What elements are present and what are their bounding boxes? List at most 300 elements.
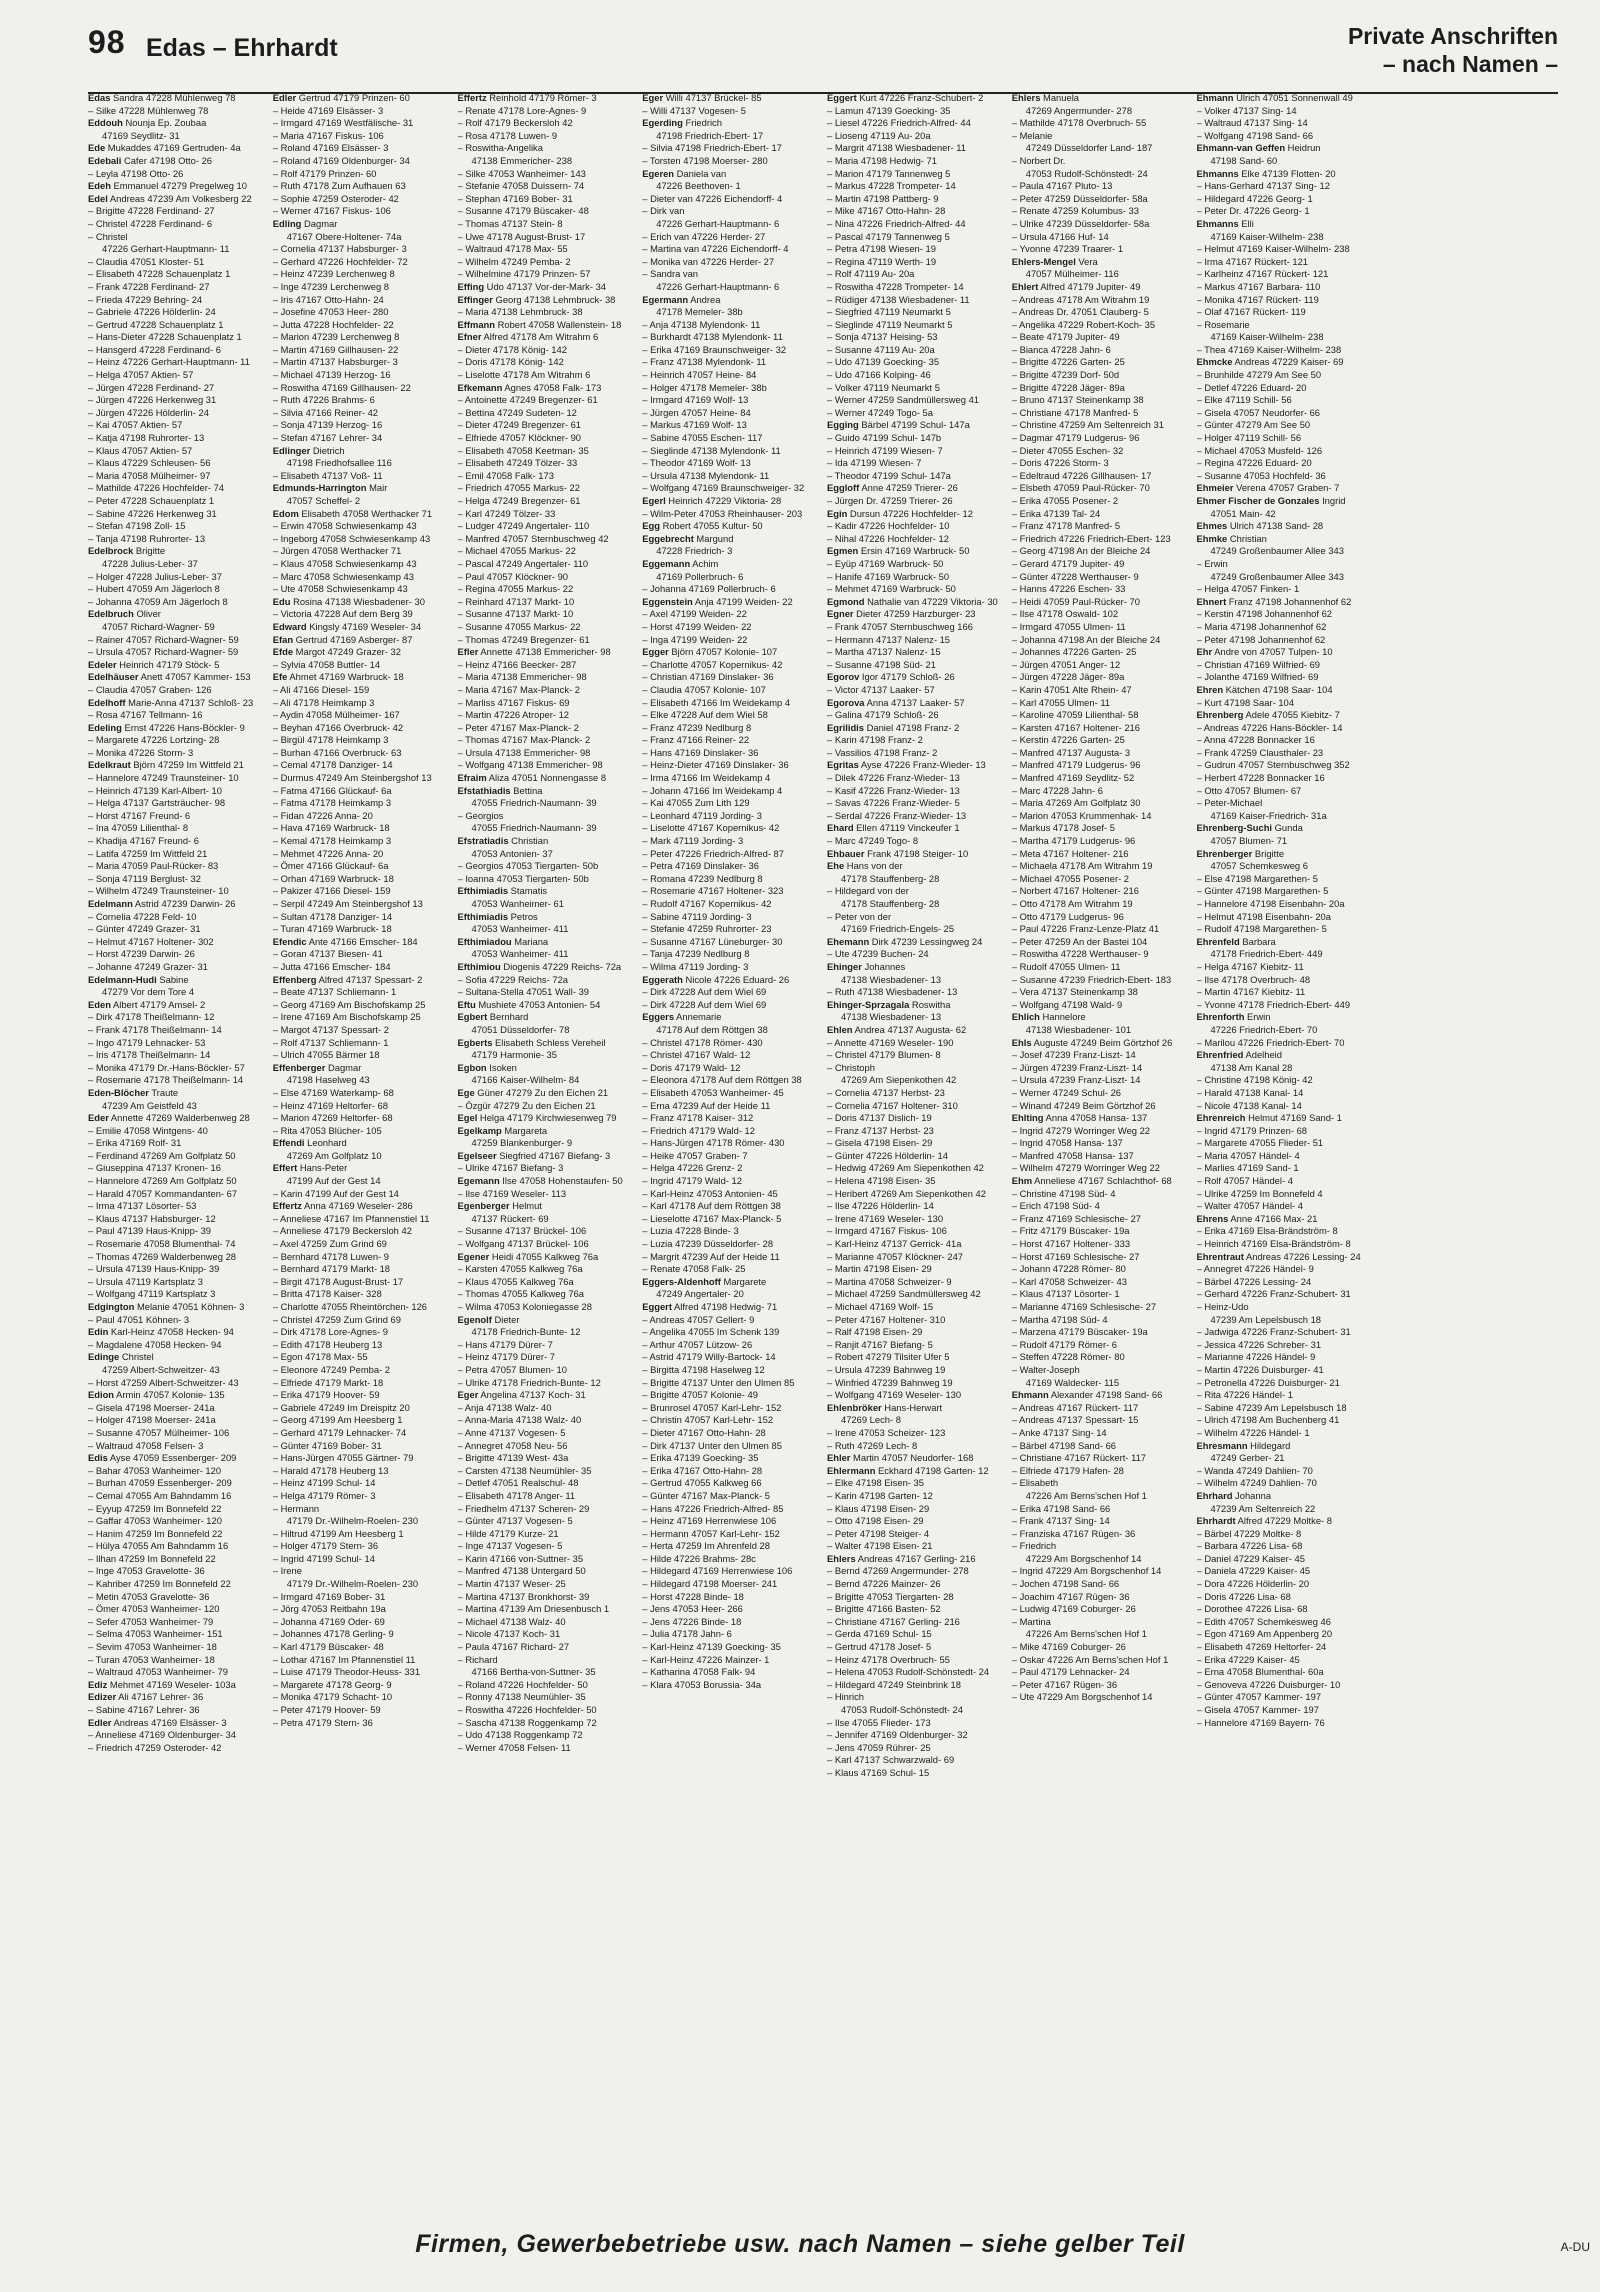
list-item <box>827 495 1004 508</box>
entry-details: – Rosemarie 47167 Holtener- 323 <box>642 885 784 897</box>
list-item <box>273 1528 450 1541</box>
list-item <box>273 331 450 344</box>
entry-details: 47279 Vor dem Tore 4 <box>102 986 195 998</box>
entry-details: – Karl-Heinz 47139 Goecking- 35 <box>642 1641 781 1653</box>
entry-details: – Eleonora 47178 Auf dem Röttgen 38 <box>642 1074 802 1086</box>
list-item <box>458 419 635 432</box>
list-item <box>642 495 819 508</box>
list-item <box>273 961 450 974</box>
surname: Ehard <box>827 822 854 834</box>
list-item <box>273 772 450 785</box>
entry-details: – Mike 47167 Otto-Hahn- 28 <box>827 205 946 217</box>
list-item <box>827 1225 1004 1238</box>
surname: Efde <box>272 646 294 658</box>
entry-details: – Britta 47178 Kaiser- 328 <box>272 1288 382 1300</box>
list-item <box>827 243 1004 256</box>
surname: Efstathiadis <box>457 784 511 796</box>
list-item <box>642 1314 819 1327</box>
entry-details: – Roland 47169 Oldenburger- 34 <box>272 154 410 166</box>
entry-details: – Helga 47226 Grenz- 2 <box>642 1162 743 1174</box>
list-item <box>273 583 450 596</box>
list-item <box>88 709 265 722</box>
list-item <box>642 1389 819 1402</box>
entry-details: – Lieselotte 47167 Max-Planck- 5 <box>642 1212 782 1224</box>
entry-details: Karl-Heinz 47058 Hecken- 94 <box>108 1326 234 1338</box>
list-item <box>827 1024 1004 1037</box>
entry-details: – Michael 47169 Wolf- 15 <box>827 1301 934 1312</box>
entry-details: – Peter 47226 Friedrich-Alfred- 87 <box>642 847 784 859</box>
entry-details: – Maria 47057 Händel- 4 <box>1196 1149 1300 1161</box>
list-item <box>827 1276 1004 1289</box>
list-item <box>458 1729 635 1742</box>
entry-details: 47259 Blankenburger- 9 <box>471 1137 573 1149</box>
list-item <box>1012 1150 1189 1163</box>
entry-details: 47053 Rudolf-Schönstedt- 24 <box>1025 167 1148 179</box>
list-item <box>1197 974 1374 987</box>
list-item <box>642 634 819 647</box>
list-item <box>88 1314 265 1327</box>
list-item <box>88 457 265 470</box>
entry-details: – Bettina 47249 Sudeten- 12 <box>457 406 577 418</box>
surname: Eder <box>88 1112 109 1124</box>
entry-details: – Hanim 47259 Im Bonnefeld 22 <box>88 1527 223 1539</box>
surname: Edling <box>272 217 302 229</box>
list-item <box>827 873 1004 886</box>
list-item <box>1012 1062 1189 1075</box>
list-item <box>273 520 450 533</box>
entry-details: – Ingo 47179 Lehnacker- 53 <box>88 1036 206 1048</box>
list-item <box>88 885 265 898</box>
entry-details: – Olaf 47167 Rückert- 119 <box>1196 306 1306 318</box>
list-item <box>1012 1654 1189 1667</box>
entry-details: – Friedrich 47179 Wald- 12 <box>642 1124 755 1136</box>
list-item <box>642 1427 819 1440</box>
entry-details: – Erika 47169 Rolf- 31 <box>88 1137 182 1149</box>
list-item <box>642 734 819 747</box>
list-item <box>273 1666 450 1679</box>
surname: Egorov <box>827 671 860 683</box>
entry-details: – Rosemarie 47178 Theißelmann- 14 <box>88 1074 244 1086</box>
list-item <box>642 948 819 961</box>
entry-details: – Martin 47137 Weser- 25 <box>457 1578 566 1590</box>
entry-details: Elli <box>1238 217 1254 229</box>
entry-details: 47053 Antonien- 37 <box>471 847 553 859</box>
entry-details: – Hildegard 47169 Herrenwiese 106 <box>642 1565 793 1577</box>
list-item <box>1197 231 1374 244</box>
list-item <box>1012 974 1189 987</box>
entry-details: – Ingrid 47229 Am Borgschenhof 14 <box>1011 1565 1162 1577</box>
entry-details: – Kadir 47226 Hochfelder- 10 <box>827 520 950 532</box>
entry-details: – Arthur 47057 Lützow- 26 <box>642 1338 753 1350</box>
list-item <box>458 1263 635 1276</box>
list-item <box>1197 936 1374 949</box>
entry-details: Friedrich <box>682 117 722 129</box>
entry-details: – Marc 47058 Schwiesenkamp 43 <box>272 570 414 582</box>
entry-details: – Klaus 47137 Habsburger- 12 <box>88 1212 216 1224</box>
entry-details: – Irene 47169 Am Bischofskamp 25 <box>272 1011 421 1023</box>
entry-details: Robert 47055 Kultur- 50 <box>659 520 763 532</box>
list-item <box>1012 671 1189 684</box>
entry-details: – Susanne 47167 Lüneburger- 30 <box>642 935 783 947</box>
entry-details: – Martina 47058 Schweizer- 9 <box>827 1275 952 1287</box>
list-item <box>458 734 635 747</box>
list-item <box>1012 344 1189 357</box>
entry-details: – Metin 47053 Gravelotte- 36 <box>88 1590 210 1602</box>
list-item <box>1197 1578 1374 1591</box>
list-item <box>1197 1150 1374 1163</box>
list-item <box>1012 369 1189 382</box>
entry-details: Alfred 47198 Hedwig- 71 <box>671 1301 778 1312</box>
list-item <box>1012 356 1189 369</box>
entry-details: – Friedrich <box>1011 1540 1057 1552</box>
surname: Ehler <box>827 1452 851 1464</box>
list-item <box>642 1540 819 1553</box>
entry-details: – Brigitte 47057 Kolonie- 49 <box>642 1389 758 1401</box>
list-item <box>1197 1616 1374 1629</box>
entry-details: 47249 Gerber- 21 <box>1210 1452 1285 1464</box>
list-item <box>827 1515 1004 1528</box>
list-item <box>1012 294 1189 307</box>
surname: Eggers <box>642 1011 675 1023</box>
list-item <box>88 1603 265 1616</box>
list-item <box>458 1477 635 1490</box>
list-item <box>642 583 819 596</box>
list-item <box>1197 948 1374 961</box>
list-item <box>827 319 1004 332</box>
surname: Efthimiadis <box>457 910 509 922</box>
list-item <box>1012 432 1189 445</box>
list-item <box>642 168 819 181</box>
list-item <box>458 961 635 974</box>
list-item <box>1197 709 1374 722</box>
entry-details: – Vera 47137 Steinenkamp 38 <box>1011 986 1138 998</box>
entry-details: Reinhold 47179 Römer- 3 <box>486 92 597 103</box>
entry-details: – Anke 47137 Sing- 14 <box>1011 1426 1107 1438</box>
entry-details: 47055 Friedrich-Naumann- 39 <box>471 822 597 834</box>
entry-details: – Birgit 47178 August-Brust- 17 <box>272 1275 404 1287</box>
list-item <box>458 1112 635 1125</box>
entry-details: – Franz 47137 Herbst- 23 <box>827 1124 934 1136</box>
list-item <box>273 105 450 118</box>
entry-details: – Annegret 47226 Händel- 9 <box>1196 1263 1314 1275</box>
entry-details: – Ludger 47249 Angertaler- 110 <box>457 520 590 532</box>
list-item <box>458 256 635 269</box>
entry-details: Mushiete 47053 Antonien- 54 <box>475 998 601 1010</box>
entry-details: 47138 Wiesbadener- 101 <box>1025 1023 1132 1035</box>
entry-details: – Thea 47169 Kaiser-Wilhelm- 238 <box>1196 343 1342 355</box>
list-item <box>1197 319 1374 332</box>
surname: Edelbruch <box>88 608 134 620</box>
entry-details: – Karin 47198 Garten- 12 <box>827 1489 933 1501</box>
list-item <box>273 911 450 924</box>
entry-details: Albert 47179 Amsel- 2 <box>110 998 206 1010</box>
entry-details: – Yvonne 47239 Traarer- 1 <box>1011 243 1124 255</box>
entry-details: Nicole 47226 Eduard- 26 <box>682 973 790 985</box>
entry-details: – Norbert Dr. <box>1011 154 1066 166</box>
list-item <box>827 734 1004 747</box>
list-item <box>1197 1691 1374 1704</box>
list-item <box>1197 432 1374 445</box>
entry-details: – Michael 47138 Walz- 40 <box>457 1615 566 1627</box>
list-item <box>827 1490 1004 1503</box>
entry-details: Andreas 47167 Gerling- 216 <box>855 1552 976 1564</box>
list-item <box>827 1200 1004 1213</box>
list-item <box>642 1339 819 1352</box>
directory-column <box>642 92 819 2200</box>
list-item <box>642 1263 819 1276</box>
list-item <box>458 810 635 823</box>
directory-columns <box>88 92 1558 2200</box>
entry-details: – Inge 47053 Gravelotte- 36 <box>88 1565 205 1577</box>
list-item <box>1197 1339 1374 1352</box>
list-item <box>642 1503 819 1516</box>
list-item <box>1197 1717 1374 1730</box>
list-item <box>458 571 635 584</box>
entry-details: – Wilhelm 47249 Traunsteiner- 10 <box>88 885 229 897</box>
entry-details: – Günter 47169 Bober- 31 <box>272 1439 382 1451</box>
entry-details: – Susanne 47055 Markus- 22 <box>457 620 581 632</box>
entry-details: Agnes 47058 Falk- 173 <box>502 381 602 393</box>
list-item <box>273 634 450 647</box>
entry-details: – Paula 47167 Pluto- 13 <box>1011 180 1113 192</box>
list-item <box>1012 1591 1189 1604</box>
entry-details: – Theodor 47199 Schul- 147a <box>827 469 951 481</box>
entry-details: – Vassilios 47198 Franz- 2 <box>827 746 938 758</box>
entry-details: – Anja 47138 Mylendonk- 11 <box>642 318 761 330</box>
entry-details: – Hannelore 47249 Traunsteiner- 10 <box>88 772 239 784</box>
entry-details: – Torsten 47198 Moerser- 280 <box>642 154 768 166</box>
list-item <box>458 646 635 659</box>
entry-details: – Georg 47199 Am Heesberg 1 <box>272 1414 403 1426</box>
entry-details: Anna 47169 Weseler- 286 <box>301 1200 413 1212</box>
list-item <box>88 1162 265 1175</box>
list-item <box>88 1742 265 1755</box>
entry-details: – Wilm-Peter 47053 Rheinhauser- 203 <box>642 507 803 519</box>
list-item <box>458 155 635 168</box>
list-item <box>1012 1553 1189 1566</box>
list-item <box>273 873 450 886</box>
list-item <box>88 419 265 432</box>
entry-details: Nathalie van 47229 Viktoria- 30 <box>864 595 998 607</box>
entry-details: – Luzia 47239 Düsseldorfer- 28 <box>642 1238 774 1250</box>
entry-details: – Angelika 47229 Robert-Koch- 35 <box>1011 318 1156 330</box>
entry-details: – Elisabeth 47178 Anger- 11 <box>457 1489 576 1501</box>
entry-details: 47057 Richard-Wagner- 59 <box>102 620 215 632</box>
list-item <box>1197 1175 1374 1188</box>
entry-details: – Marion 47053 Krummenhak- 14 <box>1011 809 1152 821</box>
entry-details: – Sieglinde 47138 Mylendonk- 11 <box>642 444 781 456</box>
entry-details: – Günter 47228 Werthauser- 9 <box>1011 570 1139 582</box>
entry-details: – Beate 47137 Schliemann- 1 <box>272 986 397 998</box>
entry-details: – Silke 47053 Wanheimer- 143 <box>457 167 586 179</box>
entry-details: – Selma 47053 Wanheimer- 151 <box>88 1628 223 1640</box>
directory-column <box>88 92 265 2200</box>
entry-details: – Günter 47279 Am See 50 <box>1196 419 1311 431</box>
entry-details: – Hanife 47169 Warbruck- 50 <box>827 570 950 582</box>
list-item <box>458 180 635 193</box>
list-item <box>1197 1288 1374 1301</box>
list-item <box>88 432 265 445</box>
list-item <box>1012 495 1189 508</box>
list-item <box>273 835 450 848</box>
entry-details: – Dagmar 47179 Ludgerus- 96 <box>1011 432 1140 444</box>
list-item <box>88 1729 265 1742</box>
entry-details: – Werner 47058 Felsen- 11 <box>457 1741 571 1753</box>
entry-details: Ersin 47169 Warbruck- 50 <box>858 545 970 557</box>
list-item <box>273 759 450 772</box>
surname: Edas <box>88 92 111 103</box>
list-item <box>1197 1414 1374 1427</box>
list-item <box>273 92 450 105</box>
entry-details: – Wilma 47119 Jording- 3 <box>642 960 749 972</box>
surname: Effing <box>457 280 485 292</box>
entry-details: – Ulrich 47198 Am Buchenberg 41 <box>1196 1414 1340 1426</box>
list-item <box>827 722 1004 735</box>
entry-details: – Hannelore 47269 Am Golfplatz 50 <box>88 1175 237 1187</box>
entry-details: – Karl 47137 Schwarzwald- 69 <box>827 1754 955 1766</box>
list-item <box>642 1100 819 1113</box>
entry-details: – Günter 47249 Grazer- 31 <box>88 923 201 935</box>
list-item <box>1012 1465 1189 1478</box>
entry-details: – Jennifer 47169 Oldenburger- 32 <box>827 1729 968 1741</box>
list-item <box>1012 168 1189 181</box>
entry-details: – Thomas 47055 Kalkweg 76a <box>457 1288 584 1300</box>
surname: Efthimiadis <box>457 885 509 897</box>
entry-details: – Ruth 47226 Brahms- 6 <box>272 394 375 406</box>
list-item <box>458 722 635 735</box>
entry-details: – Johannes 47226 Garten- 25 <box>1011 646 1137 658</box>
entry-details: Siegfried 47167 Biefang- 3 <box>496 1149 611 1161</box>
entry-details: – Eleonore 47249 Pemba- 2 <box>272 1363 391 1375</box>
footer-code: A-DU <box>1560 2240 1590 2254</box>
list-item <box>458 747 635 760</box>
entry-details: – Erwin 47058 Schwiesenkamp 43 <box>272 520 417 532</box>
surname: Eggert <box>642 1301 672 1312</box>
surname: Effertz <box>457 92 487 103</box>
list-item <box>1012 520 1189 533</box>
list-item <box>1012 1364 1189 1377</box>
surname: Ehr <box>1196 646 1213 658</box>
entry-details: – Walter-Joseph <box>1011 1363 1080 1375</box>
list-item <box>88 1288 265 1301</box>
entry-details: – Bernd 47226 Mainzer- 26 <box>827 1578 941 1590</box>
list-item <box>458 117 635 130</box>
list-item <box>827 1377 1004 1390</box>
entry-details: – Mike 47169 Coburger- 26 <box>1011 1641 1126 1653</box>
list-item <box>1197 797 1374 810</box>
entry-details: – Sevim 47053 Wanheimer- 18 <box>88 1641 217 1653</box>
entry-details: – Peter 47198 Steiger- 4 <box>827 1527 930 1539</box>
surname: Egritas <box>827 759 859 771</box>
list-item <box>827 256 1004 269</box>
entry-details: – Harald 47178 Heuberg 13 <box>272 1464 389 1476</box>
entry-details: – Günter 47167 Max-Planck- 5 <box>642 1489 770 1501</box>
entry-details: – Irene 47169 Weseler- 130 <box>827 1212 944 1224</box>
list-item <box>458 1603 635 1616</box>
entry-details: Daniela van <box>674 167 727 179</box>
list-item <box>642 659 819 672</box>
entry-details: – Klaus 47058 Schwiesenkamp 43 <box>272 557 417 569</box>
entry-details: – Sabine 47119 Jording- 3 <box>642 910 752 922</box>
list-item <box>273 281 450 294</box>
entry-details: Anna 47137 Laaker- 57 <box>864 696 965 708</box>
list-item <box>88 961 265 974</box>
list-item <box>458 986 635 999</box>
entry-details: – Bärbel 47226 Lessing- 24 <box>1196 1275 1312 1287</box>
list-item <box>1197 1326 1374 1339</box>
footer-note: Firmen, Gewerbebetriebe usw. nach Namen – siehe gelber Teil <box>415 2230 1185 2258</box>
list-item <box>458 608 635 621</box>
list-item <box>88 1062 265 1075</box>
list-item <box>642 1326 819 1339</box>
list-item <box>1197 583 1374 596</box>
list-item <box>458 684 635 697</box>
entry-details: – Guido 47199 Schul- 147b <box>827 432 942 444</box>
surname: Eden-Blöcher <box>88 1086 149 1098</box>
entry-details: – Karl-Heinz 47137 Gerrick- 41a <box>827 1238 962 1250</box>
list-item <box>827 193 1004 206</box>
entry-details: Margarete <box>720 1275 767 1287</box>
list-item <box>458 583 635 596</box>
list-item <box>458 1326 635 1339</box>
entry-details: – Maria 47167 Max-Planck- 2 <box>457 683 580 695</box>
list-item <box>827 1326 1004 1339</box>
list-item <box>827 911 1004 924</box>
list-item <box>1197 1364 1374 1377</box>
entry-details: – Karin 47166 von-Suttner- 35 <box>457 1552 584 1564</box>
entry-details: – Sonja 47137 Heising- 53 <box>827 331 938 343</box>
entry-details: – Rudolf 47055 Ulmen- 11 <box>1011 960 1121 972</box>
list-item <box>1012 1377 1189 1390</box>
list-item <box>827 1528 1004 1541</box>
entry-details: – Annegret 47058 Neu- 56 <box>457 1439 568 1451</box>
list-item <box>458 1679 635 1692</box>
list-item <box>1197 646 1374 659</box>
list-item <box>642 533 819 546</box>
entry-details: – Wolfgang 47138 Emmericher- 98 <box>457 759 603 771</box>
list-item <box>642 1679 819 1692</box>
surname: Efstratiadis <box>457 835 509 847</box>
entry-details: – Ute 47239 Buchen- 24 <box>827 948 929 960</box>
entry-details: – Daniel 47229 Kaiser- 45 <box>1196 1552 1305 1564</box>
entry-details: – Heinrich 47139 Karl-Albert- 10 <box>88 784 222 796</box>
entry-details: Eckhard 47198 Garten- 12 <box>875 1464 989 1476</box>
entry-details: – Rita 47053 Blücher- 105 <box>272 1124 382 1136</box>
entry-details: 47178 Stauffenberg- 28 <box>841 898 940 909</box>
entry-details: – Andreas Dr. 47051 Clauberg- 5 <box>1011 306 1149 318</box>
list-item <box>273 1301 450 1314</box>
list-item <box>273 1112 450 1125</box>
list-item <box>1197 1263 1374 1276</box>
list-item <box>642 508 819 521</box>
entry-details: 47053 Wanheimer- 411 <box>471 948 569 960</box>
list-item <box>88 142 265 155</box>
entry-details: Dietrich <box>310 444 345 456</box>
surname: Ehmann-van Geffen <box>1196 142 1286 154</box>
entry-details: Franz 47198 Johannenhof 62 <box>1226 595 1352 607</box>
list-item <box>642 1074 819 1087</box>
section-title-line2: – nach Namen – <box>1382 51 1558 77</box>
surname: Egin <box>827 507 848 519</box>
list-item <box>642 1062 819 1075</box>
list-item <box>273 1565 450 1578</box>
list-item <box>273 1402 450 1415</box>
list-item <box>1012 1238 1189 1251</box>
entry-details: – Christiane 47167 Rückert- 117 <box>1011 1452 1147 1464</box>
list-item <box>1197 218 1374 231</box>
list-item <box>642 1175 819 1188</box>
list-item <box>642 974 819 987</box>
